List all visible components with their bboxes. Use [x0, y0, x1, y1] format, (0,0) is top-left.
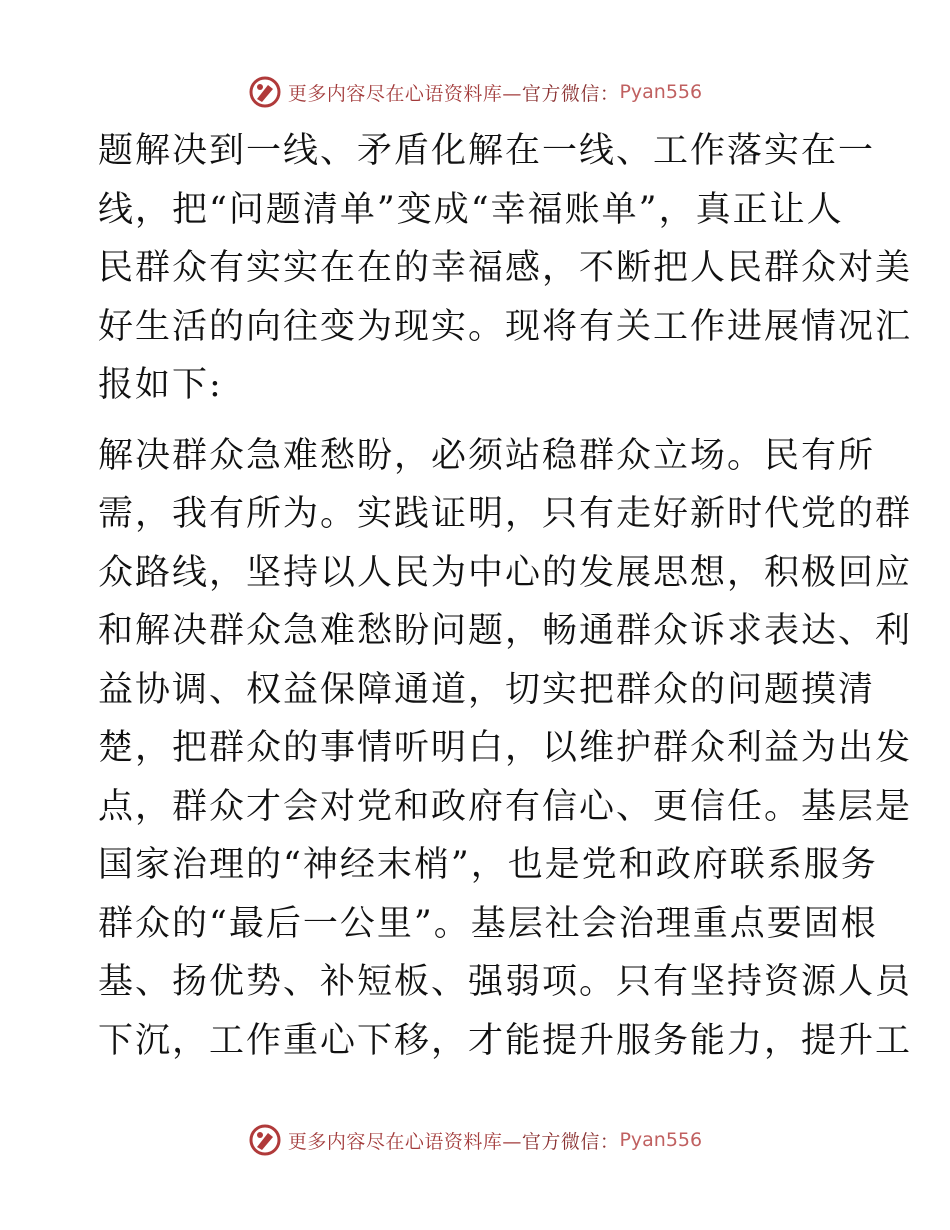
- library-logo-icon: [248, 75, 282, 109]
- paragraph-2: [98, 427, 913, 1071]
- text-line: 民群众有实实在在的幸福感，不断把人民群众对美: [98, 248, 913, 288]
- text-line: 线，把“问题清单”变成“幸福账单”，真正让人: [98, 189, 844, 230]
- banner-wechat-id: Pyan556: [619, 1129, 703, 1151]
- paragraph-1: [98, 122, 913, 415]
- footer-banner: [0, 1120, 950, 1160]
- text-line: 楚，把群众的事情听明白，以维护群众利益为出发: [98, 728, 913, 768]
- banner-wechat-id: Pyan556: [619, 81, 703, 103]
- text-line: 众路线，坚持以人民为中心的发展思想，积极回应: [98, 552, 913, 593]
- banner-text: 更多内容尽在心语资料库—: [287, 1130, 522, 1153]
- text-line: 基、扬优势、补短板、强弱项。只有坚持资源人员: [98, 962, 913, 1002]
- text-line: 下沉，工作重心下移，才能提升服务能力，提升工: [98, 1020, 913, 1061]
- text-line: 解决群众急难愁盼，必须站稳群众立场。民有所: [98, 435, 876, 476]
- text-line: 报如下:: [98, 365, 223, 405]
- banner-wechat-label: 官方微信：: [521, 1130, 620, 1153]
- header-banner: [0, 72, 950, 112]
- text-line: 题解决到一线、矛盾化解在一线、工作落实在一: [98, 131, 876, 171]
- text-line: 需，我有所为。实践证明，只有走好新时代党的群: [98, 494, 913, 534]
- text-line: 好生活的向往变为现实。现将有关工作进展情况汇: [98, 306, 913, 347]
- text-line: 和解决群众急难愁盼问题，畅通群众诉求表达、利: [98, 611, 913, 651]
- banner-text: 更多内容尽在心语资料库—: [287, 82, 522, 105]
- document-body: [98, 122, 913, 1070]
- banner-wechat-label: 官方微信：: [521, 82, 620, 105]
- library-logo-icon: [248, 1123, 282, 1157]
- text-line: 群众的“最后一公里”。基层社会治理重点要固根: [98, 903, 878, 944]
- text-line: 点，群众才会对党和政府有信心、更信任。基层是: [98, 786, 913, 827]
- text-line: 国家治理的“神经末梢”，也是党和政府联系服务: [98, 845, 878, 885]
- paragraph-gap: [98, 415, 858, 427]
- text-line: 益协调、权益保障通道，切实把群众的问题摸清: [98, 669, 876, 710]
